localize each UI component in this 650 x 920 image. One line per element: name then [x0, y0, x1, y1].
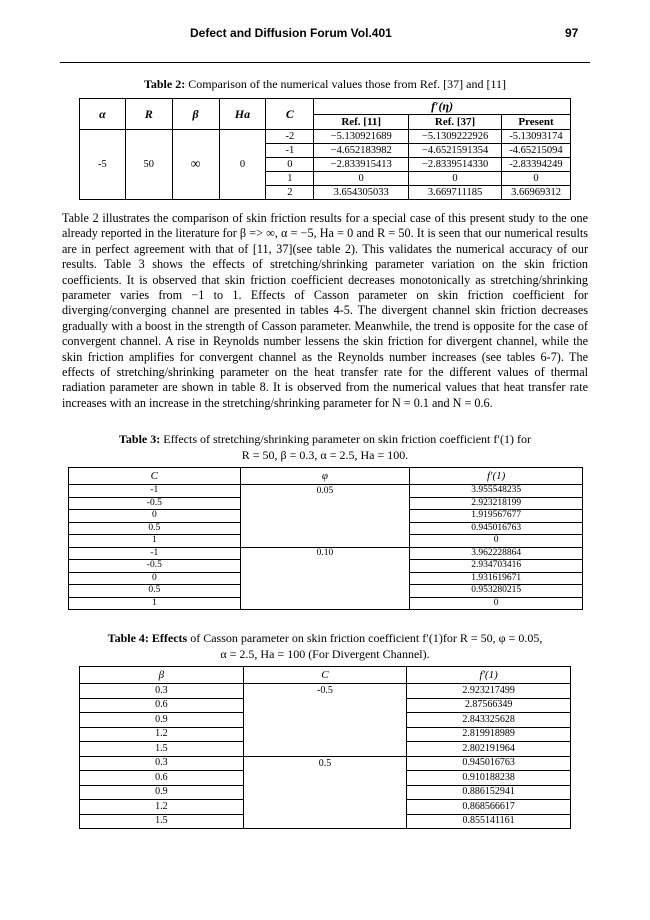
table-cell: 0.5 — [69, 522, 241, 535]
table-cell: −4.6521591354 — [409, 144, 502, 158]
table-cell — [240, 497, 410, 510]
table-cell — [243, 713, 407, 728]
table-cell: 0 — [69, 572, 241, 585]
table-cell — [240, 597, 410, 610]
table-cell: -1 — [69, 485, 241, 498]
table2-caption-label: Table 2: — [143, 77, 186, 91]
table-cell: 1 — [69, 535, 241, 548]
table-cell: 1 — [266, 172, 314, 186]
table-cell: 0 — [502, 172, 571, 186]
table-cell: 0 — [410, 535, 583, 548]
table3-header-c: C — [69, 468, 241, 485]
table4-caption-line2: α = 2.5, Ha = 100 (For Divergent Channel). — [220, 647, 430, 661]
table-cell — [240, 510, 410, 523]
table2-subheader-ref37: Ref. [37] — [409, 115, 502, 130]
table-cell: 0.6 — [80, 771, 244, 786]
table3-caption-line1: Effects of stretching/shrinking parameter on skin friction coefficient f′(1) for — [160, 432, 531, 446]
table-cell — [243, 771, 407, 786]
table-cell: 0.945016763 — [407, 756, 571, 771]
table-cell: 2 — [266, 186, 314, 200]
table-cell: −2.8339514330 — [409, 158, 502, 172]
table4 — [79, 666, 571, 829]
table-cell — [240, 585, 410, 598]
table-cell — [240, 535, 410, 548]
table4-header-c: C — [243, 667, 407, 684]
table-cell: 1.2 — [80, 800, 244, 815]
table-row — [80, 698, 571, 713]
table-row — [69, 560, 583, 573]
journal-title: Defect and Diffusion Forum Vol.401 — [190, 26, 392, 40]
table2-subheader-ref11: Ref. [11] — [314, 115, 409, 130]
table-cell — [243, 814, 407, 829]
table-cell: -2.83394249 — [502, 158, 571, 172]
table-cell: 0 — [266, 158, 314, 172]
table-row — [69, 485, 583, 498]
table-row — [80, 771, 571, 786]
table-cell: 0.3 — [80, 684, 244, 699]
table-cell: 0.10 — [240, 547, 410, 560]
table-row — [80, 684, 571, 699]
table-cell: −5.130921689 — [314, 130, 409, 144]
table-cell: 0.9 — [80, 713, 244, 728]
table-cell: 3.955548235 — [410, 485, 583, 498]
table-cell: 0.5 — [243, 756, 407, 771]
table3 — [68, 467, 583, 610]
table-cell: 0 — [314, 172, 409, 186]
table-cell: 0.9 — [80, 785, 244, 800]
table-cell: 1.919567677 — [410, 510, 583, 523]
table2-header-r: R — [125, 99, 172, 130]
table-cell: 0.855141161 — [407, 814, 571, 829]
table-cell — [243, 785, 407, 800]
table-row — [69, 535, 583, 548]
table-row — [69, 497, 583, 510]
table4-header-beta: β — [80, 667, 244, 684]
table-cell: 3.654305033 — [314, 186, 409, 200]
table2-header-c: C — [266, 99, 314, 130]
header-rule — [60, 62, 590, 63]
table-row — [80, 800, 571, 815]
table-row — [80, 814, 571, 829]
table2-group-header: f′(η) — [314, 99, 571, 115]
page-number: 97 — [565, 26, 579, 40]
table-row — [69, 547, 583, 560]
table-row — [80, 713, 571, 728]
table-cell: -4.65215094 — [502, 144, 571, 158]
table-cell: 0.868566617 — [407, 800, 571, 815]
table2 — [79, 98, 571, 200]
table-cell: −2.833915413 — [314, 158, 409, 172]
table-cell: 3.66969312 — [502, 186, 571, 200]
table-cell: 0 — [409, 172, 502, 186]
table2-cell-r: 50 — [125, 130, 172, 200]
table-cell: −4.652183982 — [314, 144, 409, 158]
table-cell: -5.13093174 — [502, 130, 571, 144]
table-row — [80, 742, 571, 757]
table-cell — [240, 522, 410, 535]
table-cell: 0.886152941 — [407, 785, 571, 800]
table-cell — [240, 572, 410, 585]
table3-header-f: f′(1) — [410, 468, 583, 485]
table-row — [69, 572, 583, 585]
table2-subheader-present: Present — [502, 115, 571, 130]
table2-header-ha: Ha — [219, 99, 266, 130]
table-cell — [240, 560, 410, 573]
table4-header-f: f′(1) — [407, 667, 571, 684]
table-cell: 0 — [69, 510, 241, 523]
table-cell: 0.953280215 — [410, 585, 583, 598]
table-cell: 0 — [410, 597, 583, 610]
table-cell: 1.2 — [80, 727, 244, 742]
table-row — [69, 585, 583, 598]
table-cell: 2.843325628 — [407, 713, 571, 728]
table-row — [80, 756, 571, 771]
table-cell — [243, 698, 407, 713]
table4-caption — [62, 630, 588, 662]
table-cell: 2.923218199 — [410, 497, 583, 510]
table2-caption — [62, 76, 588, 92]
table-cell: −5.1309222926 — [409, 130, 502, 144]
table3-header-phi: φ — [240, 468, 410, 485]
table-cell: 2.819918989 — [407, 727, 571, 742]
body-paragraph — [62, 211, 588, 411]
table3-caption — [62, 431, 588, 463]
table-cell: 1 — [69, 597, 241, 610]
table-cell: 3.962228864 — [410, 547, 583, 560]
table-cell: 0.6 — [80, 698, 244, 713]
table-cell: 0.05 — [240, 485, 410, 498]
table-cell — [243, 727, 407, 742]
table-cell: 1.931619671 — [410, 572, 583, 585]
table-cell — [243, 742, 407, 757]
table-cell: 1.5 — [80, 814, 244, 829]
table-cell: -0.5 — [69, 560, 241, 573]
table2-cell-alpha: -5 — [80, 130, 126, 200]
table-cell: -0.5 — [243, 684, 407, 699]
table2-cell-ha: 0 — [219, 130, 266, 200]
table-cell: 0.910188238 — [407, 771, 571, 786]
table-cell — [243, 800, 407, 815]
table-row — [80, 130, 571, 144]
table-cell: 2.923217499 — [407, 684, 571, 699]
table2-header-alpha: α — [80, 99, 126, 130]
table3-caption-line2: R = 50, β = 0.3, α = 2.5, Ha = 100. — [241, 448, 409, 462]
table-cell: 1.5 — [80, 742, 244, 757]
table4-caption-label: Table 4: Effects — [107, 631, 188, 645]
table-row — [80, 727, 571, 742]
paragraph-text: Table 2 illustrates the comparison of skin friction results for a special case of this present study to the one already reported in the literature for β => ∞, α = −5, Ha = 0 and R = 50. It is seen that our numerical results are in perfect agreement with that of [11, 37](see table 2). This validates the numerical accuracy of our results. Table 3 shows the effects of stretching/shrinking parameter variation on the skin friction coefficients. It is observed that skin friction coefficient decreases monotonically as stretching/shrinking parameter varies from −1 to 1. Effects of Casson parameter on skin friction coefficient for diverging/converging channel are presented in tables 4-5. The divergent channel skin friction decreases gradually with a boost in the strength of Casson parameter. Meanwhile, the trend is opposite for the case of convergent channel. A rise in Reynolds number lessens the skin friction for divergent channel, while the skin friction amplifies for convergent channel as the Reynolds number increases (see tables 6-7). The effects of stretching/shrinking parameter on the heat transfer rate for the different values of thermal radiation parameter are shown in table 8. It is observed from the numerical values that heat transfer rate increases with an increase in the stretching/shrinking parameter for N = 0.1 and N = 0.6. — [62, 211, 588, 410]
table-cell: 0.3 — [80, 756, 244, 771]
table4-caption-line1: of Casson parameter on skin friction coefficient f′(1)for R = 50, φ = 0.05, — [187, 631, 543, 645]
table-cell: 0.5 — [69, 585, 241, 598]
table-row — [69, 510, 583, 523]
table-cell: 2.87566349 — [407, 698, 571, 713]
table-cell: -0.5 — [69, 497, 241, 510]
table2-cell-beta: ∞ — [172, 130, 219, 200]
table2-header-beta: β — [172, 99, 219, 130]
table-row — [80, 785, 571, 800]
table-cell: 2.802191964 — [407, 742, 571, 757]
table-cell: -1 — [69, 547, 241, 560]
table2-caption-text: Comparison of the numerical values those from Ref. [37] and [11] — [185, 77, 507, 91]
table-row — [69, 597, 583, 610]
table-cell: -2 — [266, 130, 314, 144]
table3-caption-label: Table 3: — [119, 432, 161, 446]
table-cell: -1 — [266, 144, 314, 158]
table-cell: 0.945016763 — [410, 522, 583, 535]
table-cell: 3.669711185 — [409, 186, 502, 200]
table-cell: 2.934703416 — [410, 560, 583, 573]
table-row — [69, 522, 583, 535]
